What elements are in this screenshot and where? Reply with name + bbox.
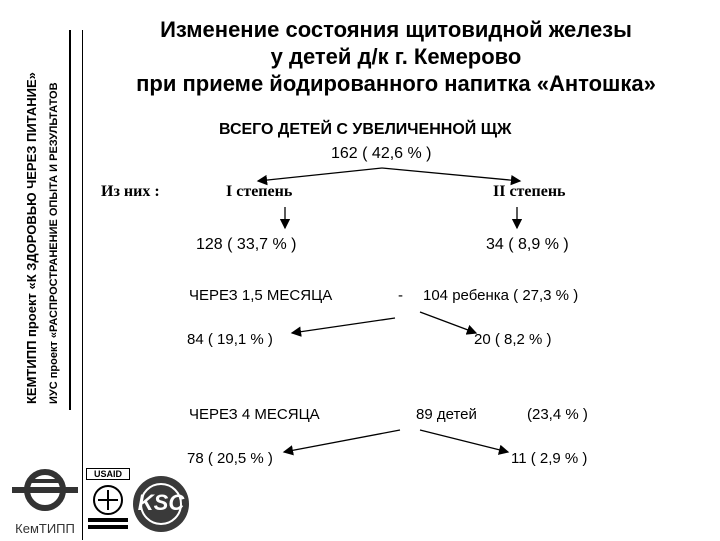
degree-2-after-4-value: 11 ( 2,9 % ) bbox=[511, 450, 588, 467]
degree-2-label: II степень bbox=[493, 183, 566, 200]
degree-2-after-1-5-value: 20 ( 8,2 % ) bbox=[474, 331, 552, 348]
after-1-5-months-label: ЧЕРЕЗ 1,5 МЕСЯЦА bbox=[189, 287, 333, 304]
summary-heading: ВСЕГО ДЕТЕЙ С УВЕЛИЧЕННОЙ ЩЖ bbox=[219, 121, 512, 138]
after-4-months-label: ЧЕРЕЗ 4 МЕСЯЦА bbox=[189, 406, 320, 423]
degree-2-count: 34 ( 8,9 % ) bbox=[486, 236, 569, 253]
title-line-3: при приеме йодированного напитка «Антошка» bbox=[136, 71, 656, 96]
project-title-ius: ИУС проект «РАСПРОСТРАНЕНИЕ ОПЫТА И РЕЗУЛЬТАТОВ bbox=[48, 82, 60, 404]
kemtipp-logo-text: КемТИПП bbox=[15, 521, 75, 536]
ksc-logo-text: KSC bbox=[137, 490, 185, 515]
arrow-1-5-to-degree-2 bbox=[420, 312, 476, 333]
degree-1-label: I степень bbox=[226, 183, 293, 200]
after-1-5-months-children: 104 ребенка ( 27,3 % ) bbox=[423, 287, 579, 304]
after-4-months-children: 89 детей bbox=[416, 406, 477, 423]
degree-1-count: 128 ( 33,7 % ) bbox=[196, 236, 297, 253]
title-line-2: у детей д/к г. Кемерово bbox=[270, 44, 522, 69]
degree-2-dash: - bbox=[398, 287, 403, 304]
title-line-1: Изменение состояния щитовидной железы bbox=[160, 17, 632, 42]
arrow-total-to-degree-2 bbox=[382, 168, 520, 181]
arrow-4-to-degree-2 bbox=[420, 430, 508, 452]
degree-1-after-4-value: 78 ( 20,5 % ) bbox=[187, 450, 273, 467]
arrow-4-to-degree-1 bbox=[284, 430, 400, 452]
of-them-label: Из них : bbox=[101, 183, 160, 200]
project-title-kemtipp: КЕМТИПП проект «К ЗДОРОВЬЮ ЧЕРЕЗ ПИТАНИЕ» bbox=[24, 72, 39, 404]
after-4-months-percent: (23,4 % ) bbox=[527, 406, 588, 423]
degree-1-after-1-5-value: 84 ( 19,1 % ) bbox=[187, 331, 273, 348]
arrow-total-to-degree-1 bbox=[258, 168, 382, 181]
summary-total: 162 ( 42,6 % ) bbox=[331, 145, 432, 162]
usaid-logo-text: USAID bbox=[86, 468, 130, 480]
arrow-1-5-to-degree-1 bbox=[292, 318, 395, 333]
